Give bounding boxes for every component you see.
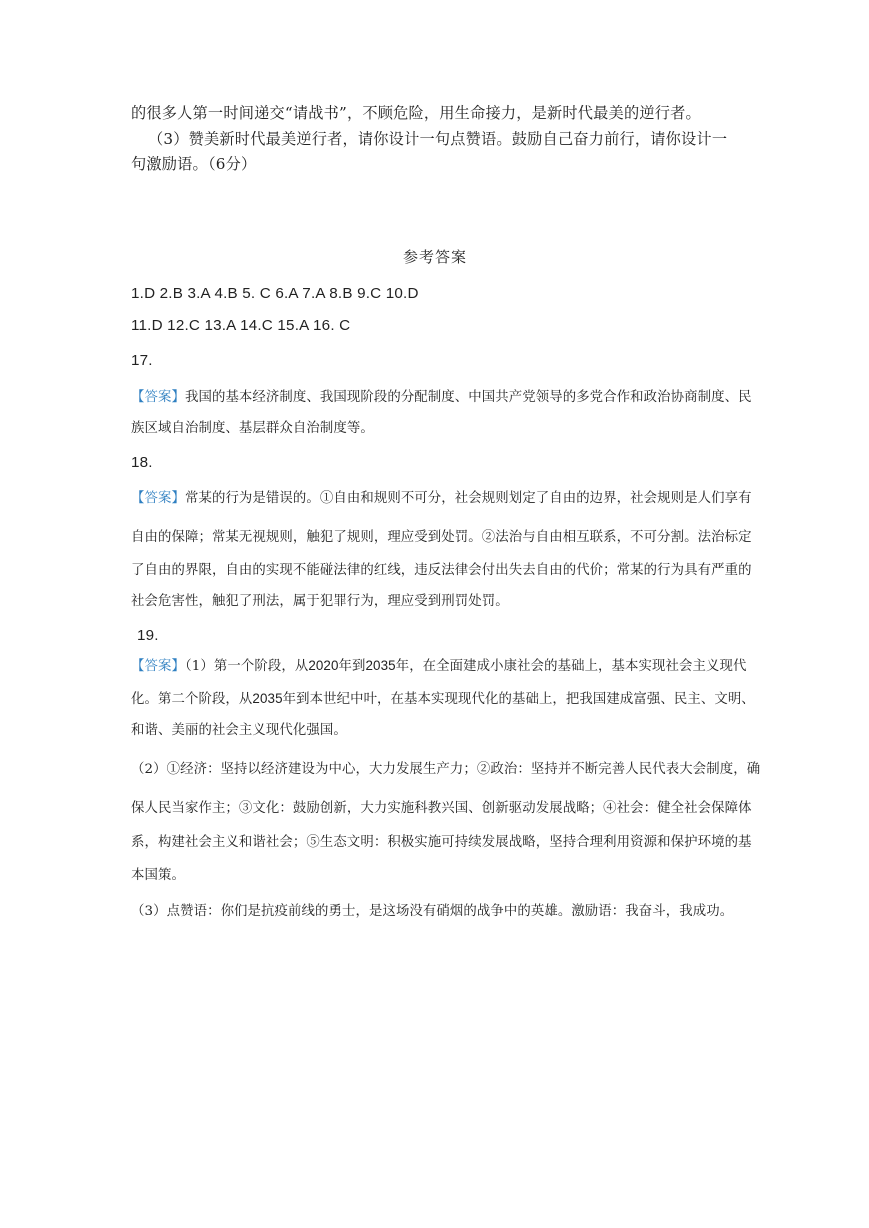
answer-tag: 【答案】 [131,491,185,506]
answer-line: 自由的保障；常某无视规则，触犯了规则，理应受到处罚。②法治与自由相互联系，不可分割。法治标定 [131,530,752,545]
answer-line: （3）点赞语：你们是抗疫前线的勇士，是这场没有硝烟的战争中的英雄。激励语：我奋斗，我成功。 [131,904,734,919]
question-text-line: （3）赞美新时代最美逆行者，请你设计一句点赞语。鼓励自己奋力前行，请你设计一 [148,130,728,148]
question-number: 18. [131,454,153,471]
answers-title: 参考答案 [403,248,468,266]
answer-line: 化。第二个阶段，从2035年到本世纪中叶，在基本实现现代化的基础上，把我国建成富强、民主、文明、 [131,691,755,707]
answer-line: 【答案】（1）第一个阶段，从2020年到2035年，在全面建成小康社会的基础上，基本实现社会主义现代 [131,658,747,674]
answer-tag: 【答案】 [131,390,185,405]
answer-line: 社会危害性，触犯了刑法，属于犯罪行为，理应受到刑罚处罚。 [131,594,509,609]
answer-line: 了自由的界限，自由的实现不能碰法律的红线，违反法律会付出失去自由的代价；常某的行为具有严重的 [131,563,752,578]
question-number: 19. [137,627,159,644]
answer-text: 常某的行为是错误的。①自由和规则不可分，社会规则划定了自由的边界，社会规则是人们享有 [184,491,752,506]
mc-answers-row: 11.D 12.C 13.A 14.C 15.A 16. C [131,317,351,334]
answer-line: 系，构建社会主义和谐社会；⑤生态文明：积极实施可持续发展战略，坚持合理利用资源和保护环境的基 [131,835,752,850]
answer-line [131,391,752,404]
question-text-line: 句激励语。（6分） [131,155,257,173]
question-number: 17. [131,352,153,369]
answer-line [131,492,752,505]
answer-line: （2）①经济：坚持以经济建设为中心，大力发展生产力；②政治：坚持并不断完善人民代表大会制度，确 [131,762,761,777]
answer-line: 保人民当家作主；③文化：鼓励创新，大力实施科教兴国、创新驱动发展战略；④社会：健全社会保障体 [131,801,752,816]
question-text-line: 的很多人第一时间递交“请战书”，不顾危险，用生命接力，是新时代最美的逆行者。 [131,104,701,122]
answer-text: 我国的基本经济制度、我国现阶段的分配制度、中国共产党领导的多党合作和政治协商制度、民 [184,390,752,405]
answer-tag: 【答案】 [131,659,185,674]
answer-line: 本国策。 [131,868,185,883]
mc-answers-row: 1.D 2.B 3.A 4.B 5. C 6.A 7.A 8.B 9.C 10.D [131,285,419,302]
answer-line: 和谐、美丽的社会主义现代化强国。 [131,723,347,738]
answer-line: 族区域自治制度、基层群众自治制度等。 [131,421,374,436]
